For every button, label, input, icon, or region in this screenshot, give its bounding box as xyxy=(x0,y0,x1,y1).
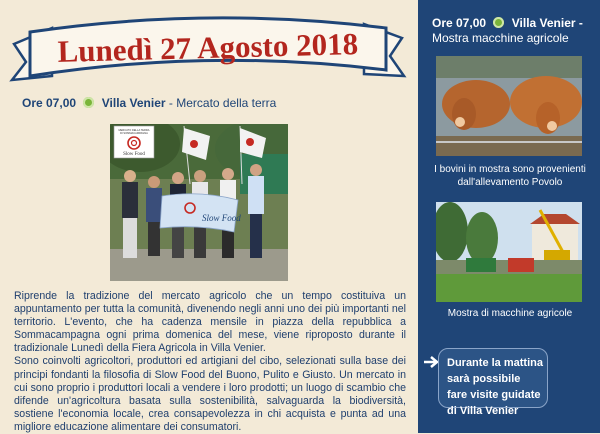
leaf-bullet-icon xyxy=(493,17,504,28)
leaf-bullet-icon xyxy=(83,97,94,108)
guided-tour-callout: Durante la mattina sarà possibile fare visite guidate di Villa Venier xyxy=(438,348,548,408)
event2-activity: Mostra macchine agricole xyxy=(432,31,569,45)
flag-text: Slow Food xyxy=(202,213,241,223)
description-paragraph: Sono coinvolti agricoltori, produttori ed artigiani del cibo, selezionati sulla base dei principi fondanti la filosofia di Slow Food del Buono, Pulito e Giusto. Un mercato in cui sono proprio i produttori locali a vendere i loro prodotti; un luogo di scambio che difende un'agricoltura basata sulla sostenibilità, salvaguarda la biodiversità, sostiene l'economia locale, crea consapevolezza in chi acquista e punta ad una migliore educazione alimentare dei consumatori. xyxy=(14,355,406,433)
logo-line1: MERCATO DELLA TERRA xyxy=(118,129,150,132)
event2-time: Ore 07,00 xyxy=(432,16,487,30)
logo-brand: Slow Food xyxy=(123,152,145,157)
machinery-photo xyxy=(436,202,582,302)
event2-location: Villa Venier - xyxy=(511,16,583,30)
banner-title: Lunedì 27 Agosto 2018 xyxy=(57,26,359,69)
photo2-caption: Mostra di macchine agricole xyxy=(447,308,573,319)
event1-heading xyxy=(22,96,276,110)
description-paragraph: Riprende la tradizione del mercato agricolo che un tempo costituiva un appuntamento per tutta la comunità, divenendo negli anni uno dei più importanti nel territorio. L'evento, che ha cadenza mensile in piazza della repubblica a Sommacampagna ogni prima domenica del mese, viene riproposto durante il tradizionale Lunedì della Fiera Agricola in Villa Venier. xyxy=(14,290,406,355)
event1-activity: Mercato della terra xyxy=(176,96,277,110)
event1-description xyxy=(14,290,406,434)
logo-line2: DI SOMMACAMPAGNA xyxy=(120,132,148,135)
event1-time: Ore 07,00 xyxy=(22,96,77,110)
right-sidebar xyxy=(418,0,600,433)
event1-location: Villa Venier xyxy=(101,96,166,110)
title-banner xyxy=(8,14,408,84)
photo1-caption: I bovini in mostra sono provenienti dall'allevamento Povolo xyxy=(434,164,586,188)
event1-separator: - xyxy=(168,96,173,110)
event2-heading xyxy=(432,16,583,30)
market-group-photo xyxy=(110,124,288,281)
cattle-photo xyxy=(436,56,582,156)
